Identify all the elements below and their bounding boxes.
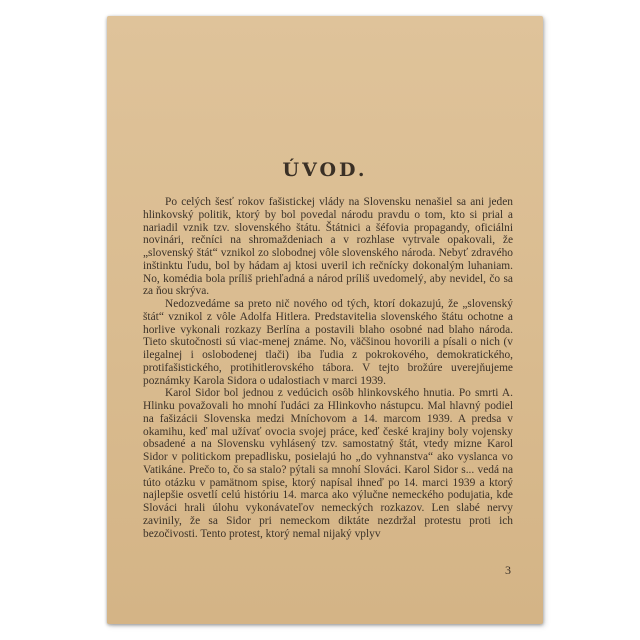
paragraph: Karol Sidor bol jednou z vedúcich osôb hlinkovského hnutia. Po smrti A. Hlinku považovali ho mnohí ľudáci za Hlinkovho nástupcu. Mal hlavný podiel na fašizácii Slovenska medzi Mníchovom a 14. marcom 1939. A predsa v okamihu, keď mal užívať ovocia svojej práce, keď české krajiny boly vojensky obsadené a na Slovensku vyhlásený tzv. samostatný štát, vtedy mizne Karol Sidor v politickom prepadlisku, posielajú ho „do vyhnanstva“ ako vyslanca vo Vatikáne. Prečo to, čo sa stalo? pýtali sa mnohí Slováci. Karol Sidor s... vedá na túto otázku v pamätnom spise, ktorý napísal ihneď po 14. marci 1939 a ktorý najlepšie osvetlí celú históriu 14. marca ako výlučne nemeckého podujatia, kde Slováci hrali úlohu vykonávateľov nemeckých rozkazov. Len slabé nervy zavinily, že sa Sidor pri nemeckom diktáte nezdržal protestu proti ich bezočivosti. Tento protest, ktorý nemal nijaký vplyv (143, 387, 513, 540)
paragraph: Nedozvedáme sa preto nič nového od tých, ktorí dokazujú, že „slovenský štát“ vznikol z vôle Adolfa Hitlera. Predstavitelia slovenského štátu ochotne a horlive vykonali rozkazy Berlína a postavili blaho osobné nad blaho národa. Tieto skutočnosti sú viac-menej známe. No, väčšinou hovorili a písali o nich (v ilegalnej i oslobodenej tlači) iba ľudia z pokrokového, demokratického, protifašistického, protihitlerovského tábora. V tejto brožúre uverejňujeme poznámky Karola Sidora o udalostiach v marci 1939. (143, 298, 513, 387)
document-page (107, 16, 543, 624)
page-number: 3 (505, 563, 511, 577)
paragraph: Po celých šesť rokov fašistickej vlády na Slovensku nenašiel sa ani jeden hlinkovský politik, ktorý by bol povedal národu pravdu o tom, kto si prial a nariadil vznik tzv. slovenského štátu. Štátnici a šéfovia propagandy, oficiálni novinári, rečníci na shromaždeniach a v rozhlase vytrvale opakovali, že „slovenský štát“ vznikol zo slobodnej vôle slovenského národa. Nebyť zdravého inštinktu ľudu, bol by hádam aj ktosi uveril ich rečnícky dokonalým luhaniam. No, komédia bola príliš priehľadná a národ príliš uvedomelý, aby nevidel, čo sa za ňou skrýva. (143, 196, 513, 298)
document-title: ÚVOD. (282, 159, 368, 181)
document-body (143, 196, 513, 540)
